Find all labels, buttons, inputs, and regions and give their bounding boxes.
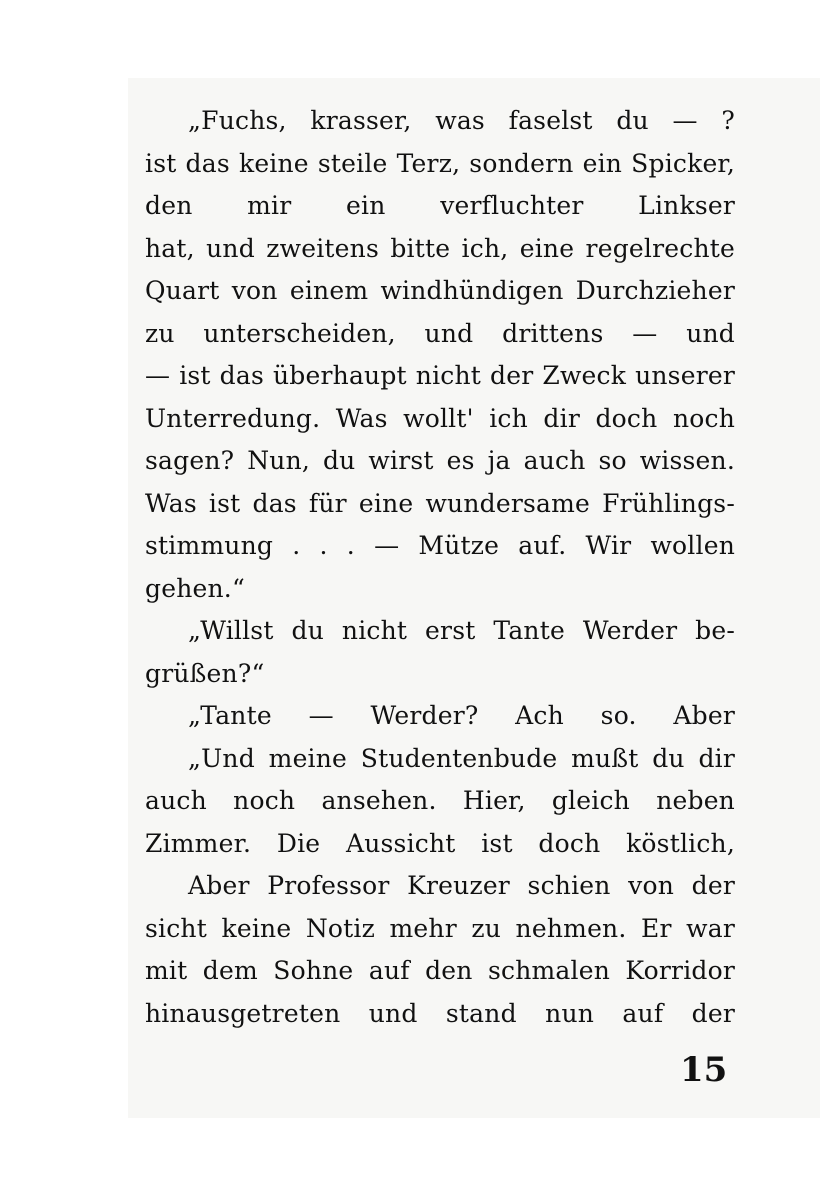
text-line: sagen? Nun, du wirst es ja auch so wissen.: [145, 446, 735, 475]
text-line: den mir ein verfluchter Linkser: [145, 191, 735, 220]
text-line: stimmung . . . — Mütze auf. Wir wollen: [145, 531, 735, 560]
text-line: sicht keine Notiz mehr zu nehmen. Er war: [145, 913, 735, 943]
text-line: Was ist das für eine wundersame Frühlings-: [145, 488, 735, 518]
text-line: „Fuchs, krasser, was faselst du — ?: [188, 106, 735, 135]
text-line: Aber Professor Kreuzer schien von der: [188, 871, 735, 900]
text-line: hinausgetreten und stand nun auf der: [145, 998, 735, 1028]
text-line: „Und meine Studentenbude mußt du dir: [188, 743, 735, 773]
text-line: grüßen?“: [145, 658, 265, 688]
page-number: 15: [680, 1050, 728, 1090]
text-line: Zimmer. Die Aussicht ist doch köstlich,: [145, 828, 735, 858]
text-line: gehen.“: [145, 573, 245, 603]
text-line: auch noch ansehen. Hier, gleich neben: [145, 786, 735, 815]
text-line: mit dem Sohne auf den schmalen Korridor: [145, 956, 735, 985]
text-line: hat, und zweitens bitte ich, eine regelrechte: [145, 233, 735, 263]
text-line: Quart von einem windhündigen Durchzieher: [145, 276, 735, 305]
text-line: — ist das überhaupt nicht der Zweck unserer: [145, 361, 735, 390]
body-text: [145, 100, 735, 1035]
text-line: zu unterscheiden, und drittens — und: [145, 318, 735, 348]
text-line: ist das keine steile Terz, sondern ein Spicker,: [145, 148, 735, 178]
text-line: „Tante — Werder? Ach so. Aber: [188, 701, 735, 730]
text-line: Unterredung. Was wollt' ich dir doch noch: [145, 403, 735, 433]
text-line: „Willst du nicht erst Tante Werder be-: [188, 616, 735, 645]
